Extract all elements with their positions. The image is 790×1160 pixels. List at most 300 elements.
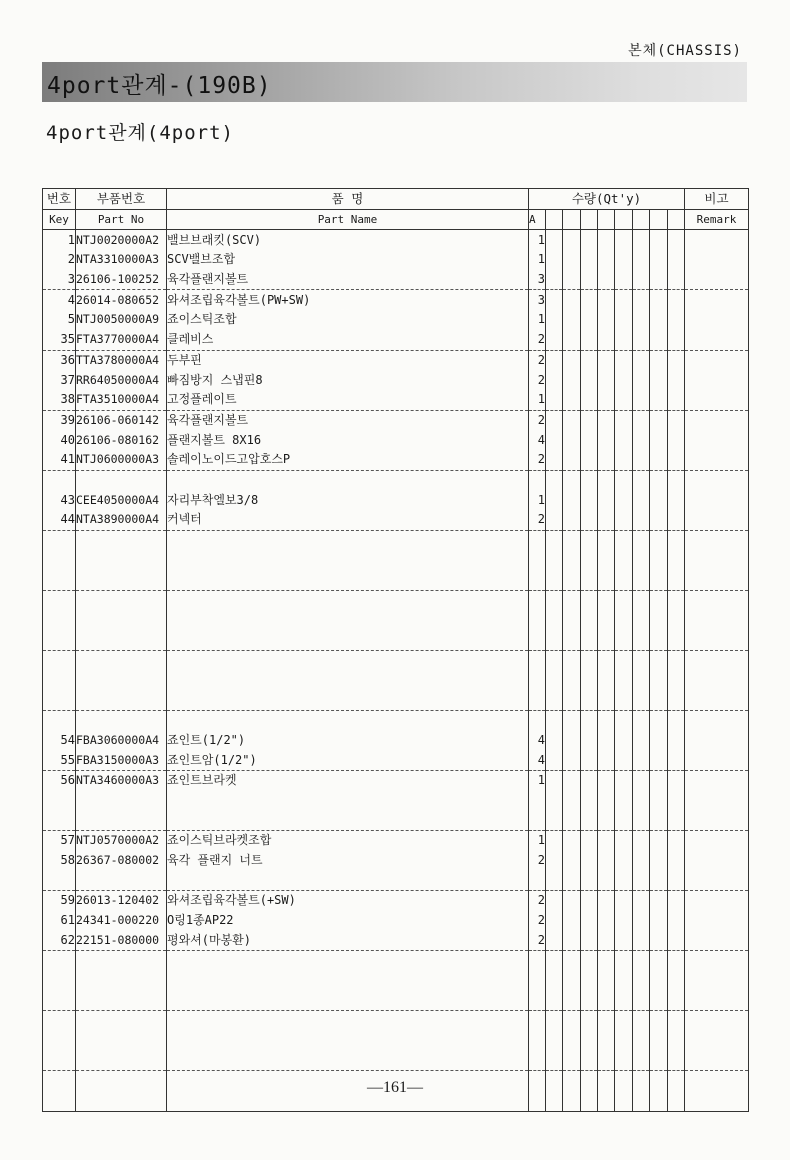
qty-empty-cell	[546, 1051, 563, 1071]
qty-empty-cell	[633, 770, 650, 790]
key-cell	[43, 951, 76, 971]
qty-empty-cell	[581, 971, 598, 991]
qty-empty-cell	[581, 710, 598, 730]
qty-a-cell	[529, 650, 546, 670]
qty-empty-cell	[581, 810, 598, 830]
qty-empty-cell	[633, 470, 650, 490]
qty-empty-cell	[546, 230, 563, 250]
qty-a-cell: 1	[529, 770, 546, 790]
table-row	[43, 690, 749, 710]
qty-empty-cell	[546, 951, 563, 971]
qty-a-cell: 3	[529, 270, 546, 290]
part-name-cell	[167, 791, 529, 811]
section-label: 본체(CHASSIS)	[628, 43, 742, 59]
qty-empty-cell	[615, 1051, 633, 1071]
part-name-cell: O링1종AP22	[167, 911, 529, 931]
qty-empty-cell	[546, 710, 563, 730]
part-no-cell	[76, 810, 167, 830]
part-name-cell: 빠짐방지 스냅핀8	[167, 370, 529, 390]
qty-empty-cell	[598, 270, 615, 290]
key-cell: 61	[43, 911, 76, 931]
qty-empty-cell	[650, 1051, 668, 1071]
table-row	[43, 1011, 749, 1031]
table-row	[43, 470, 749, 490]
part-no-cell: NTJ0570000A2	[76, 831, 167, 851]
qty-empty-cell	[581, 430, 598, 450]
key-cell: 35	[43, 330, 76, 350]
qty-empty-cell	[581, 530, 598, 550]
qty-empty-cell	[546, 370, 563, 390]
qty-empty-cell	[633, 490, 650, 510]
qty-empty-cell	[633, 791, 650, 811]
qty-empty-cell	[563, 450, 581, 470]
qty-empty-cell	[633, 230, 650, 250]
qty-empty-cell	[615, 710, 633, 730]
table-row	[43, 550, 749, 570]
remark-cell	[685, 750, 749, 770]
part-name-cell: 두부핀	[167, 350, 529, 370]
qty-empty-cell	[668, 930, 685, 950]
qty-empty-cell	[650, 410, 668, 430]
key-cell: 44	[43, 510, 76, 530]
qty-empty-cell	[598, 810, 615, 830]
key-cell	[43, 550, 76, 570]
qty-empty-cell	[650, 770, 668, 790]
qty-empty-cell	[668, 370, 685, 390]
qty-empty-cell	[563, 791, 581, 811]
part-no-cell: NTA3310000A3	[76, 250, 167, 270]
qty-empty-cell	[546, 270, 563, 290]
qty-empty-cell	[650, 330, 668, 350]
qty-empty-cell	[598, 450, 615, 470]
qty-empty-cell	[546, 250, 563, 270]
qty-empty-cell	[598, 791, 615, 811]
qty-empty-cell	[581, 510, 598, 530]
qty-empty-cell	[563, 891, 581, 911]
part-no-cell: 26013-120402	[76, 891, 167, 911]
qty-empty-cell	[546, 290, 563, 310]
qty-empty-cell	[650, 971, 668, 991]
qty-empty-cell	[615, 731, 633, 751]
qty-empty-cell	[668, 671, 685, 691]
qty-empty-cell	[615, 330, 633, 350]
table-row	[43, 911, 749, 931]
qty-empty-cell	[598, 590, 615, 610]
qty-empty-cell	[668, 1031, 685, 1051]
remark-cell	[685, 610, 749, 630]
qty-empty-cell	[581, 410, 598, 430]
qty-empty-cell	[563, 590, 581, 610]
key-cell	[43, 610, 76, 630]
qty-empty-cell	[563, 911, 581, 931]
qty-empty-cell	[633, 831, 650, 851]
qty-empty-cell	[633, 330, 650, 350]
qty-empty-cell	[546, 750, 563, 770]
part-no-cell	[76, 650, 167, 670]
qty-empty-cell	[546, 851, 563, 871]
qty-a-cell	[529, 630, 546, 650]
qty-empty-cell	[668, 290, 685, 310]
part-name-cell: 고정플레이트	[167, 390, 529, 410]
key-cell: 1	[43, 230, 76, 250]
table-row	[43, 590, 749, 610]
qty-empty-cell	[633, 530, 650, 550]
qty-empty-cell	[615, 671, 633, 691]
qty-subcol	[615, 209, 633, 230]
part-name-cell: 자리부착엘보3/8	[167, 490, 529, 510]
table-row	[43, 490, 749, 510]
qty-empty-cell	[650, 250, 668, 270]
part-no-cell: 24341-000220	[76, 911, 167, 931]
qty-subcol	[598, 209, 615, 230]
qty-empty-cell	[615, 831, 633, 851]
remark-cell	[685, 230, 749, 250]
part-name-cell	[167, 590, 529, 610]
part-name-cell	[167, 690, 529, 710]
qty-empty-cell	[668, 270, 685, 290]
qty-a-cell: 3	[529, 290, 546, 310]
key-cell: 57	[43, 831, 76, 851]
qty-empty-cell	[598, 690, 615, 710]
table-row	[43, 350, 749, 370]
qty-empty-cell	[598, 650, 615, 670]
qty-empty-cell	[615, 510, 633, 530]
key-cell	[43, 671, 76, 691]
qty-empty-cell	[598, 490, 615, 510]
qty-empty-cell	[546, 310, 563, 330]
qty-a-cell	[529, 570, 546, 590]
title-banner	[42, 62, 747, 102]
qty-empty-cell	[598, 390, 615, 410]
part-no-cell: FBA3060000A4	[76, 731, 167, 751]
qty-empty-cell	[598, 750, 615, 770]
table-row	[43, 991, 749, 1011]
qty-empty-cell	[581, 671, 598, 691]
qty-subcol	[650, 209, 668, 230]
qty-empty-cell	[546, 810, 563, 830]
part-no-cell: NTJ0050000A9	[76, 310, 167, 330]
qty-empty-cell	[650, 390, 668, 410]
qty-empty-cell	[546, 530, 563, 550]
qty-empty-cell	[668, 450, 685, 470]
qty-a-cell: 1	[529, 250, 546, 270]
qty-empty-cell	[633, 991, 650, 1011]
qty-empty-cell	[598, 230, 615, 250]
qty-empty-cell	[598, 610, 615, 630]
part-no-cell	[76, 1051, 167, 1071]
header-row-ko	[43, 189, 749, 210]
qty-subcol	[668, 209, 685, 230]
qty-a-cell	[529, 810, 546, 830]
qty-empty-cell	[615, 390, 633, 410]
qty-empty-cell	[650, 530, 668, 550]
qty-empty-cell	[615, 630, 633, 650]
qty-empty-cell	[668, 230, 685, 250]
qty-empty-cell	[546, 330, 563, 350]
qty-empty-cell	[546, 791, 563, 811]
qty-empty-cell	[598, 470, 615, 490]
qty-empty-cell	[668, 791, 685, 811]
col-key-en: Key	[43, 209, 76, 230]
remark-cell	[685, 1011, 749, 1031]
part-name-cell: 커넥터	[167, 510, 529, 530]
qty-empty-cell	[563, 270, 581, 290]
qty-empty-cell	[633, 1051, 650, 1071]
qty-empty-cell	[598, 290, 615, 310]
qty-empty-cell	[650, 590, 668, 610]
qty-empty-cell	[633, 971, 650, 991]
qty-a-cell	[529, 1051, 546, 1071]
qty-empty-cell	[668, 851, 685, 871]
qty-a-cell	[529, 530, 546, 550]
qty-a-cell: 2	[529, 350, 546, 370]
qty-a-cell: 4	[529, 430, 546, 450]
qty-empty-cell	[650, 991, 668, 1011]
key-cell: 56	[43, 770, 76, 790]
col-remark-ko: 비고	[685, 189, 749, 210]
qty-empty-cell	[546, 390, 563, 410]
qty-empty-cell	[581, 911, 598, 931]
qty-a-cell: 1	[529, 230, 546, 250]
qty-empty-cell	[563, 870, 581, 890]
qty-a-cell	[529, 1031, 546, 1051]
qty-empty-cell	[650, 310, 668, 330]
remark-cell	[685, 690, 749, 710]
key-cell	[43, 690, 76, 710]
table-row	[43, 530, 749, 550]
table-row	[43, 290, 749, 310]
qty-a-cell: 1	[529, 490, 546, 510]
qty-empty-cell	[546, 991, 563, 1011]
qty-empty-cell	[581, 630, 598, 650]
qty-empty-cell	[581, 770, 598, 790]
remark-cell	[685, 490, 749, 510]
part-name-cell: 와셔조립육각볼트(PW+SW)	[167, 290, 529, 310]
key-cell: 5	[43, 310, 76, 330]
qty-empty-cell	[563, 650, 581, 670]
qty-a-cell: 2	[529, 450, 546, 470]
part-no-cell	[76, 570, 167, 590]
part-name-cell: 밸브브래킷(SCV)	[167, 230, 529, 250]
part-name-cell	[167, 710, 529, 730]
parts-table	[42, 188, 749, 1112]
qty-empty-cell	[633, 650, 650, 670]
remark-cell	[685, 951, 749, 971]
qty-empty-cell	[668, 750, 685, 770]
remark-cell	[685, 470, 749, 490]
qty-empty-cell	[633, 930, 650, 950]
qty-empty-cell	[598, 430, 615, 450]
qty-empty-cell	[615, 270, 633, 290]
part-name-cell: 솔레이노이드고압호스P	[167, 450, 529, 470]
qty-empty-cell	[581, 610, 598, 630]
qty-empty-cell	[615, 770, 633, 790]
part-name-cell: 육각플랜지볼트	[167, 410, 529, 430]
qty-empty-cell	[650, 671, 668, 691]
qty-empty-cell	[563, 310, 581, 330]
part-no-cell	[76, 710, 167, 730]
qty-subcol	[546, 209, 563, 230]
col-name-ko: 품 명	[167, 189, 529, 210]
qty-empty-cell	[650, 430, 668, 450]
part-no-cell: 26106-100252	[76, 270, 167, 290]
qty-empty-cell	[546, 671, 563, 691]
qty-empty-cell	[546, 470, 563, 490]
part-no-cell	[76, 951, 167, 971]
table-row	[43, 510, 749, 530]
qty-empty-cell	[563, 350, 581, 370]
qty-empty-cell	[598, 1031, 615, 1051]
qty-empty-cell	[615, 870, 633, 890]
qty-empty-cell	[581, 550, 598, 570]
qty-empty-cell	[598, 770, 615, 790]
part-name-cell	[167, 470, 529, 490]
part-no-cell: 26014-080652	[76, 290, 167, 310]
part-no-cell	[76, 530, 167, 550]
qty-empty-cell	[563, 971, 581, 991]
qty-empty-cell	[650, 690, 668, 710]
qty-empty-cell	[581, 731, 598, 751]
part-no-cell	[76, 971, 167, 991]
col-qty-ko: 수량(Qt'y)	[529, 189, 685, 210]
table-row	[43, 870, 749, 890]
qty-empty-cell	[598, 630, 615, 650]
qty-empty-cell	[598, 510, 615, 530]
part-name-cell	[167, 991, 529, 1011]
qty-empty-cell	[546, 590, 563, 610]
qty-empty-cell	[650, 951, 668, 971]
qty-empty-cell	[633, 630, 650, 650]
qty-empty-cell	[650, 370, 668, 390]
qty-empty-cell	[563, 710, 581, 730]
qty-empty-cell	[650, 911, 668, 931]
qty-empty-cell	[668, 951, 685, 971]
qty-empty-cell	[563, 991, 581, 1011]
qty-empty-cell	[546, 870, 563, 890]
qty-empty-cell	[563, 671, 581, 691]
qty-empty-cell	[563, 290, 581, 310]
key-cell	[43, 710, 76, 730]
qty-empty-cell	[615, 810, 633, 830]
key-cell: 58	[43, 851, 76, 871]
table-row	[43, 930, 749, 950]
qty-empty-cell	[615, 230, 633, 250]
qty-a-cell: 2	[529, 410, 546, 430]
qty-empty-cell	[615, 951, 633, 971]
table-row	[43, 810, 749, 830]
qty-empty-cell	[668, 911, 685, 931]
qty-empty-cell	[668, 690, 685, 710]
qty-empty-cell	[546, 490, 563, 510]
col-part-ko: 부품번호	[76, 189, 167, 210]
qty-a-cell	[529, 1011, 546, 1031]
remark-cell	[685, 671, 749, 691]
qty-empty-cell	[615, 1031, 633, 1051]
qty-empty-cell	[633, 750, 650, 770]
qty-empty-cell	[546, 971, 563, 991]
table-row	[43, 891, 749, 911]
part-name-cell	[167, 550, 529, 570]
qty-empty-cell	[615, 490, 633, 510]
qty-empty-cell	[615, 610, 633, 630]
key-cell: 55	[43, 750, 76, 770]
qty-empty-cell	[615, 891, 633, 911]
qty-empty-cell	[563, 810, 581, 830]
table-row	[43, 851, 749, 871]
key-cell	[43, 1031, 76, 1051]
qty-empty-cell	[615, 350, 633, 370]
part-no-cell: NTJ0600000A3	[76, 450, 167, 470]
qty-empty-cell	[633, 1011, 650, 1031]
qty-empty-cell	[615, 410, 633, 430]
qty-empty-cell	[581, 831, 598, 851]
qty-empty-cell	[615, 650, 633, 670]
key-cell: 3	[43, 270, 76, 290]
part-name-cell: SCV밸브조합	[167, 250, 529, 270]
qty-empty-cell	[650, 510, 668, 530]
remark-cell	[685, 791, 749, 811]
qty-empty-cell	[668, 870, 685, 890]
qty-empty-cell	[668, 430, 685, 450]
qty-empty-cell	[546, 690, 563, 710]
qty-empty-cell	[633, 390, 650, 410]
qty-empty-cell	[563, 831, 581, 851]
qty-empty-cell	[581, 1011, 598, 1031]
qty-empty-cell	[546, 610, 563, 630]
qty-a-cell: 1	[529, 831, 546, 851]
qty-empty-cell	[650, 891, 668, 911]
qty-empty-cell	[563, 410, 581, 430]
qty-empty-cell	[633, 710, 650, 730]
qty-empty-cell	[563, 1031, 581, 1051]
qty-a-cell: 2	[529, 930, 546, 950]
qty-subcol	[563, 209, 581, 230]
qty-a-cell: 2	[529, 510, 546, 530]
table-row	[43, 410, 749, 430]
parts-table-body	[43, 230, 749, 1111]
qty-empty-cell	[633, 951, 650, 971]
qty-empty-cell	[668, 731, 685, 751]
table-row	[43, 370, 749, 390]
qty-empty-cell	[633, 810, 650, 830]
qty-empty-cell	[615, 310, 633, 330]
table-row	[43, 390, 749, 410]
qty-empty-cell	[581, 1031, 598, 1051]
qty-a-cell	[529, 470, 546, 490]
qty-empty-cell	[650, 930, 668, 950]
qty-empty-cell	[546, 350, 563, 370]
qty-a-cell	[529, 590, 546, 610]
table-row	[43, 610, 749, 630]
qty-empty-cell	[650, 1031, 668, 1051]
part-name-cell	[167, 630, 529, 650]
remark-cell	[685, 250, 749, 270]
remark-cell	[685, 831, 749, 851]
part-no-cell	[76, 791, 167, 811]
key-cell: 38	[43, 390, 76, 410]
qty-empty-cell	[615, 470, 633, 490]
qty-empty-cell	[668, 390, 685, 410]
qty-empty-cell	[668, 1051, 685, 1071]
key-cell	[43, 810, 76, 830]
key-cell	[43, 650, 76, 670]
qty-empty-cell	[598, 870, 615, 890]
qty-empty-cell	[633, 1031, 650, 1051]
qty-empty-cell	[633, 911, 650, 931]
header-row-en	[43, 209, 749, 230]
qty-empty-cell	[650, 1011, 668, 1031]
qty-empty-cell	[668, 770, 685, 790]
